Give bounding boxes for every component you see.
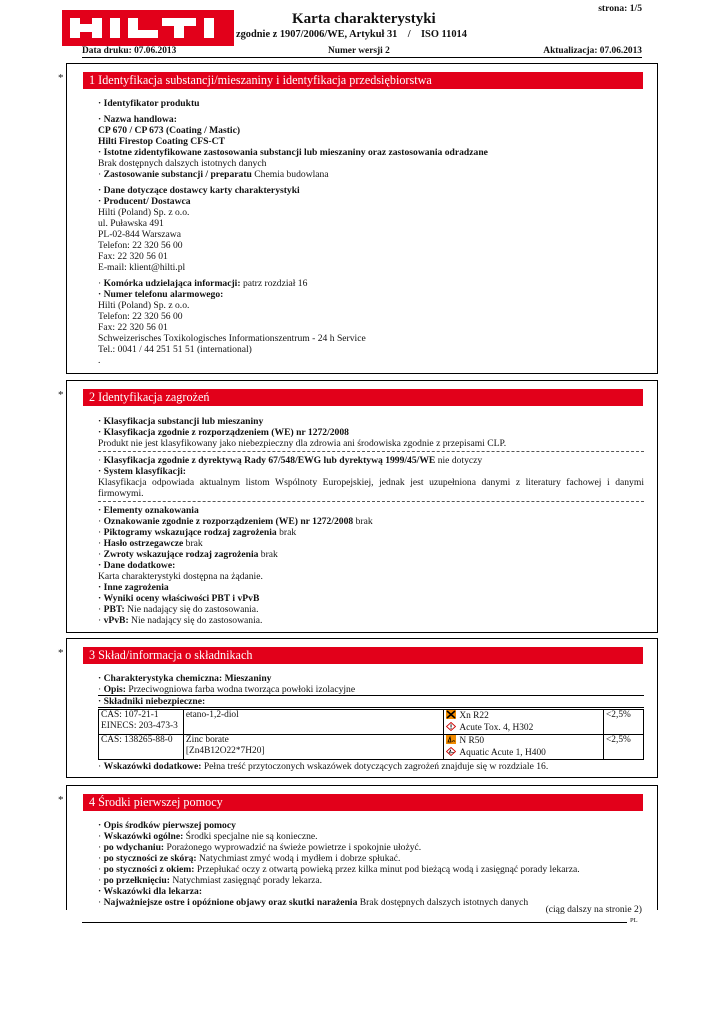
table-cell: etano-1,2-diol <box>183 710 444 735</box>
section-1-body <box>98 98 644 366</box>
line: · Składniki niebezpieczne: <box>98 695 644 708</box>
update-date: Aktualizacja: 07.06.2013 <box>543 46 642 56</box>
table-row <box>99 735 644 760</box>
line: ul. Puławska 491 <box>98 218 164 229</box>
table-cell: CAS: 107-21-1 EINECS: 203-473-3 <box>99 710 184 735</box>
line: · po wdychaniu: Porażonego wyprowadzić na świeże powietrze i spokojnie ułożyć. <box>98 842 422 853</box>
section-4-heading: 4 Środki pierwszej pomocy <box>83 794 643 811</box>
line: · Hasło ostrzegawcze brak <box>98 538 203 549</box>
section-2 <box>66 380 658 633</box>
section-3-heading: 3 Skład/informacja o składnikach <box>83 647 643 664</box>
table-cell: CAS: 138265-88-0 <box>99 735 184 760</box>
change-marker: * <box>58 647 64 659</box>
line: · Wskazówki ogólne: Środki specjalne nie są konieczne. <box>98 831 318 842</box>
line: · PBT: Nie nadający się do zastosowania. <box>98 604 259 615</box>
line: · po styczności z okiem: Przepłukać oczy z otwartą powieką przez kilka minut pod bieżącą wodą i zasięgnąć porady lekarza. <box>98 864 580 875</box>
line: · Opis: Przeciwogniowa farba wodna tworząca powłoki izolacyjne <box>98 684 356 695</box>
section-3-body <box>98 673 644 772</box>
line: · Numer telefonu alarmowego: <box>98 289 224 300</box>
section-2-heading: 2 Identyfikacja zagrożeń <box>83 389 643 406</box>
line: · Zastosowanie substancji / preparatu Chemia budowlana <box>98 169 329 180</box>
line: · po przełknięciu: Natychmiast zasięgnąć porady lekarza. <box>98 875 323 886</box>
hilti-logo <box>62 10 234 46</box>
continued-note: (ciąg dalszy na stronie 2) <box>545 904 642 915</box>
line: · Istotne zidentyfikowane zastosowania substancji lub mieszaniny oraz zastosowania odradzane <box>98 147 488 158</box>
table-cell: <2,5% <box>604 735 644 760</box>
line: · Klasyfikacja substancji lub mieszaniny <box>98 416 264 427</box>
header-rule <box>82 57 642 58</box>
email: E-mail: klient@hilti.pl <box>98 262 186 273</box>
trade-name-2: Hilti Firestop Coating CFS-CT <box>98 136 225 147</box>
line: Klasyfikacja odpowiada aktualnym listom Wspólnoty Europejskiej, jednak jest uzupełniona danymi z literatury fachowej i danymi firmowymi. <box>98 477 644 499</box>
line: Karta charakterystyki dostępna na żądanie. <box>98 571 263 582</box>
line: · Klasyfikacja zgodnie z rozporządzeniem (WE) nr 1272/2008 <box>98 427 349 438</box>
line: · Wskazówki dodatkowe: Pełna treść przytoczonych wskazówek dotyczących zagrożeń znajduje się w rozdziale 16. <box>98 761 549 772</box>
regulation-line: zgodnie z 1907/2006/WE, Artykuł 31 / ISO 11014 <box>236 29 467 40</box>
line: · Wyniki oceny właściwości PBT i vPvB <box>98 593 260 604</box>
line: · Komórka udzielająca informacji: patrz rozdział 16 <box>98 278 308 289</box>
section-4 <box>66 785 658 910</box>
hilti-logo-icon <box>62 10 234 46</box>
line: · Klasyfikacja zgodnie z dyrektywą Rady 67/548/EWG lub dyrektywą 1999/45/WE nie dotyczy <box>98 455 483 466</box>
trade-name: CP 670 / CP 673 (Coating / Mastic) <box>98 125 241 136</box>
line: · Inne zagrożenia <box>98 582 169 593</box>
section-2-body <box>98 416 644 626</box>
line: · Zwroty wskazujące rodzaj zagrożenia brak <box>98 549 278 560</box>
harmful-x-icon <box>446 710 456 719</box>
line: · Wskazówki dla lekarza: <box>98 886 203 897</box>
line: . <box>98 355 101 366</box>
table-cell: Zinc borate [Zn4B12O22*7H20] <box>183 735 444 760</box>
change-marker: * <box>58 389 64 401</box>
line: PL-02-844 Warszawa <box>98 229 181 240</box>
ingredients-table <box>98 709 644 760</box>
line: · Charakterystyka chemiczna: Mieszaniny <box>98 673 272 684</box>
change-marker: * <box>58 794 64 806</box>
line: Brak dostępnych dalszych istotnych danych <box>98 158 267 169</box>
line: Hilti (Poland) Sp. z o.o. <box>98 300 190 311</box>
table-row <box>99 710 644 735</box>
line: Fax: 22 320 56 01 <box>98 251 168 262</box>
document-title: Karta charakterystyki <box>292 11 436 27</box>
line: · Identyfikator produktu <box>98 98 200 109</box>
section-1-heading: 1 Identyfikacja substancji/mieszaniny i identyfikacja przedsiębiorstwa <box>83 72 643 89</box>
section-1 <box>66 63 658 374</box>
table-cell: Xn R22 Acute Tox. 4, H302 <box>444 710 604 735</box>
section-4-body <box>98 820 644 908</box>
environment-hazard-icon <box>446 735 456 744</box>
line: Schweizerisches Toxikologisches Informationszentrum - 24 h Service <box>98 333 366 344</box>
line: Tel.: 0041 / 44 251 51 51 (international) <box>98 344 252 355</box>
version-number: Numer wersji 2 <box>328 46 390 56</box>
line: · Najważniejsze ostre i opóźnione objawy oraz skutki narażenia Brak dostępnych dalszych istotnych danych <box>98 897 529 908</box>
table-cell: N R50 Aquatic Acute 1, H400 <box>444 735 604 760</box>
line: Telefon: 22 320 56 00 <box>98 311 183 322</box>
line: · Producent/ Dostawca <box>98 196 191 207</box>
line: · Nazwa handlowa: <box>98 114 177 125</box>
line: Produkt nie jest klasyfikowany jako niebezpieczny dla zdrowia ani środowiska zgodnie z przepisami CLP. <box>98 438 507 449</box>
section-3 <box>66 638 658 778</box>
line: Telefon: 22 320 56 00 <box>98 240 183 251</box>
line: · vPvB: Nie nadający się do zastosowania. <box>98 615 263 626</box>
table-cell: <2,5% <box>604 710 644 735</box>
language-code: PL <box>630 917 638 924</box>
change-marker: * <box>58 72 64 84</box>
line: · Piktogramy wskazujące rodzaj zagrożenia brak <box>98 527 297 538</box>
line: Hilti (Poland) Sp. z o.o. <box>98 207 190 218</box>
line: · Dane dodatkowe: <box>98 560 176 571</box>
line: · Opis środków pierwszej pomocy <box>98 820 236 831</box>
line: · System klasyfikacji: <box>98 466 186 477</box>
line: Fax: 22 320 56 01 <box>98 322 168 333</box>
environment-diamond-icon <box>446 747 456 756</box>
line: · Oznakowanie zgodnie z rozporządzeniem (WE) nr 1272/2008 brak <box>98 516 373 527</box>
line: · po styczności ze skórą: Natychmiast zmyć wodą i mydłem i dobrze spłukać. <box>98 853 401 864</box>
print-date: Data druku: 07.06.2013 <box>82 46 177 56</box>
page-number: strona: 1/5 <box>598 3 642 14</box>
line: · Dane dotyczące dostawcy karty charakterystyki <box>98 185 300 196</box>
footer-rule <box>82 922 627 923</box>
exclamation-diamond-icon <box>446 722 456 731</box>
line: · Elementy oznakowania <box>98 505 199 516</box>
